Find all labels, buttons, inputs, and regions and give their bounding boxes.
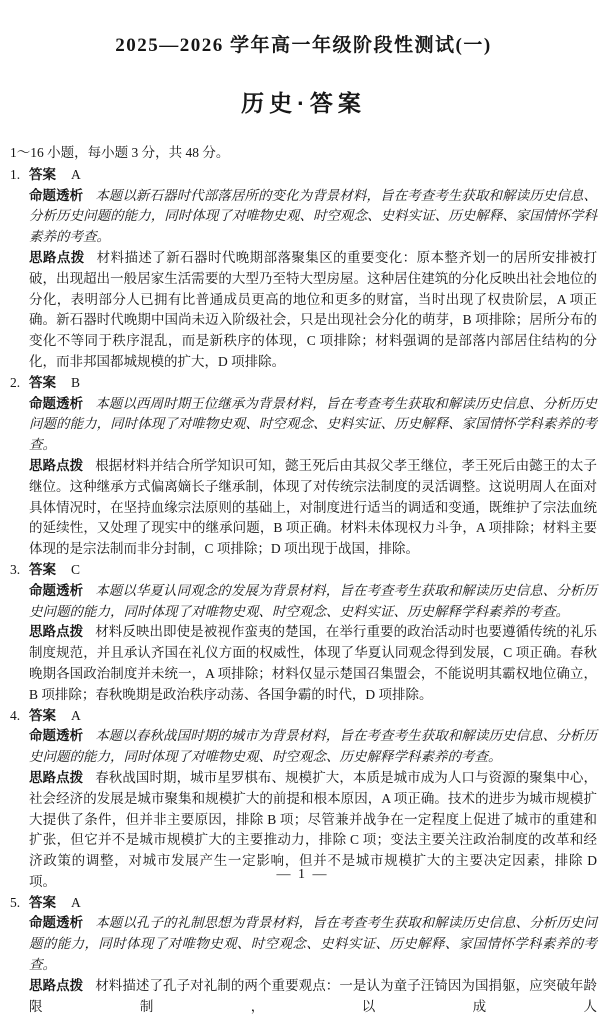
- guidance-label: 思路点拨: [29, 457, 84, 473]
- guidance-label: 思路点拨: [29, 249, 85, 265]
- answer-line: [10, 706, 597, 727]
- item-number: 4.: [10, 707, 21, 723]
- guidance-paragraph: [29, 622, 597, 705]
- analysis-label: 命题透析: [29, 915, 84, 931]
- answer-item-4: [10, 706, 597, 893]
- analysis-text: 本题以华夏认同观念的发展为背景材料，旨在考查考生获取和解读历史信息、分析历史问题的能力，同时体现了对唯物史观、时空观念、史料实证、历史解释学科素养的考查。: [29, 582, 597, 619]
- answer-item-3: [10, 560, 597, 706]
- item-number: 2.: [10, 374, 21, 390]
- answer-letter: A: [71, 894, 81, 910]
- answer-line: [10, 560, 597, 581]
- analysis-paragraph: [29, 581, 597, 623]
- document-title: 2025—2026 学年高一年级阶段性测试(一): [115, 35, 492, 56]
- analysis-label: 命题透析: [29, 395, 84, 411]
- answer-letter: C: [71, 561, 81, 577]
- answer-letter: B: [71, 374, 81, 390]
- scoring-note: 1～16 小题，每小题 3 分，共 48 分。: [10, 145, 230, 160]
- answer-letter: A: [71, 707, 81, 723]
- answer-letter: A: [71, 166, 81, 182]
- answer-label: 答案: [29, 894, 56, 910]
- item-number: 5.: [10, 894, 21, 910]
- item-number: 3.: [10, 561, 21, 577]
- analysis-text: 本题以西周时期王位继承为背景材料，旨在考查考生获取和解读历史信息、分析历史问题的能力，同时体现了对唯物史观、时空观念、史料实证、历史解释、家国情怀学科素养的考查。: [29, 395, 597, 453]
- guidance-label: 思路点拨: [29, 624, 84, 640]
- analysis-label: 命题透析: [29, 582, 84, 598]
- analysis-paragraph: [29, 913, 597, 975]
- analysis-paragraph: [29, 186, 597, 248]
- answer-label: 答案: [29, 561, 56, 577]
- answer-label: 答案: [29, 707, 56, 723]
- answer-label: 答案: [29, 374, 56, 390]
- analysis-label: 命题透析: [29, 187, 84, 203]
- page-number-footer: — 1 —: [276, 867, 329, 882]
- analysis-text: 本题以春秋战国时期的城市为背景材料，旨在考查考生获取和解读历史信息、分析历史问题的能力，同时体现了对唯物史观、时空观念、历史解释学科素养的考查。: [29, 728, 597, 765]
- guidance-paragraph: [29, 248, 597, 373]
- guidance-text: 根据材料并结合所学知识可知，懿王死后由其叔父孝王继位，孝王死后由懿王的太子继位。这种继承方式偏离嫡长子继承制，体现了对传统宗法制度的灵活调整。这说明周人在面对具体情况时，在坚持血缘宗法原则的基础上，对制度进行适当的调适和变通，既维护了宗法血统的延续性，又处理了现实中的继承问题，B 项正确。材料未体现权力斗争，A 项排除；材料主要体现的是宗法制而非分封制，C 项排除；D 项出现于战国，排除。: [29, 457, 597, 557]
- document-subtitle: 历史·答案: [241, 90, 366, 116]
- answer-line: [10, 165, 597, 186]
- guidance-paragraph: [29, 456, 597, 560]
- guidance-text: 材料描述了新石器时代晚期部落聚集区的重要变化：原本整齐划一的居所安排被打破，出现超出一般居家生活需要的大型乃至特大型房屋。这种居住建筑的分化反映出社会地位的分化，表明部分人已拥有比普通成员更高的地位和更多的财富，当时出现了权贵阶层，A 项正确。新石器时代晚期中国尚未迈入阶级社会，只是出现社会分化的萌芽，B 项排除；居所分布的变化不等同于秩序混乱，而是新秩序的体现，C 项排除；材料强调的是部落内部居住结构的分化，而非邦国都城规模的扩大，D 项排除。: [29, 249, 598, 369]
- analysis-text: 本题以新石器时代部落居所的变化为背景材料，旨在考查考生获取和解读历史信息、分析历史问题的能力，同时体现了对唯物史观、时空观念、史料实证、历史解释、家国情怀学科素养的考查。: [29, 187, 597, 245]
- item-number: 1.: [10, 166, 21, 182]
- guidance-paragraph: [29, 976, 597, 1017]
- answer-list: [10, 165, 597, 1017]
- guidance-label: 思路点拨: [29, 769, 84, 785]
- answer-label: 答案: [29, 166, 56, 182]
- guidance-text: 材料描述了孔子对礼制的两个重要观点：一是认为童子汪锜因为国捐躯，应突破年龄限制，以成人: [29, 977, 597, 1014]
- analysis-label: 命题透析: [29, 728, 84, 744]
- answer-line: [10, 893, 597, 914]
- analysis-text: 本题以孔子的礼制思想为背景材料，旨在考查考生获取和解读历史信息、分析历史问题的能力，同时体现了对唯物史观、时空观念、史料实证、历史解释、家国情怀学科素养的考查。: [29, 915, 597, 973]
- answer-item-2: [10, 373, 597, 560]
- guidance-label: 思路点拨: [29, 977, 84, 993]
- answer-item-5: [10, 893, 597, 1017]
- answer-item-1: [10, 165, 597, 373]
- analysis-paragraph: [29, 726, 597, 768]
- guidance-text: 春秋战国时期，城市星罗棋布、规模扩大，本质是城市成为人口与资源的聚集中心，社会经济的发展是城市聚集和规模扩大的前提和根本原因，A 项正确。技术的进步为城市规模扩大提供了条件，但并非主要原因，排除 B 项；尽管兼并战争在一定程度上促进了城市的重建和扩张，但它并不是城市规模扩大的主要推动力，排除 C 项；变法主要关注政治制度的改革和经济政策的调整，对城市发展产生一定影响，但并不是城市规模扩大的主要决定因素，排除 D 项。: [29, 769, 597, 889]
- guidance-text: 材料反映出即使是被视作蛮夷的楚国，在举行重要的政治活动时也要遵循传统的礼乐制度规范，并且承认齐国在礼仪方面的权威性，体现了华夏认同观念得到发展，C 项正确。春秋晚期各国政治制度并未统一，A 项排除；材料仅显示楚国召集盟会，不能说明其霸权地位确立，B 项排除；春秋晚期是政治秩序动荡、各国争霸的时代，D 项排除。: [29, 624, 597, 702]
- answer-line: [10, 373, 597, 394]
- analysis-paragraph: [29, 394, 597, 456]
